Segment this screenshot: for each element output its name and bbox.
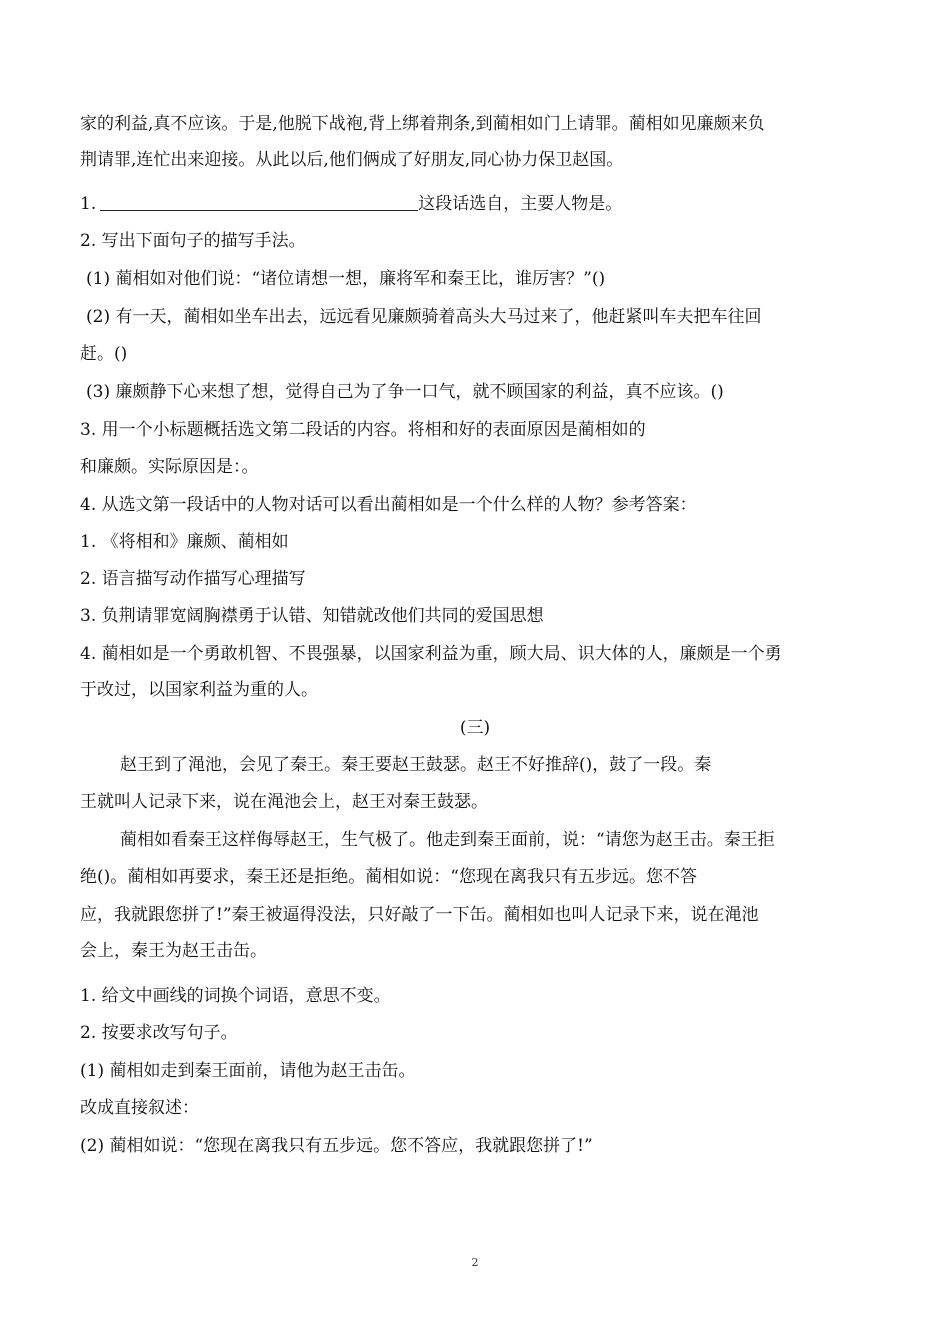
question-1	[80, 192, 622, 216]
question-text: 这段话选自，主要人物是。	[418, 194, 623, 214]
answer-1: 1. 《将相和》廉颇、蔺相如	[80, 532, 289, 552]
answer-4-cont: 于改过，以国家利益为重的人。	[80, 680, 318, 700]
section-title: (三)	[459, 718, 491, 738]
text-line: 家的利益,真不应该。于是,他脱下战袍,背上绑着荆条,到蔺相如门上请罪。蔺相如见廉颇来负	[80, 114, 765, 134]
question-2-2: (2) 有一天，蔺相如坐车出去，远远看见廉颇骑着高头大马过来了，他赶紧叫车夫把车往回	[86, 307, 762, 327]
question-4: 4. 从选文第一段话中的人物对话可以看出蔺相如是一个什么样的人物？参考答案：	[80, 495, 697, 515]
text-line: 绝()。蔺相如再要求，秦王还是拒绝。蔺相如说：“您现在离我只有五步远。您不答	[80, 867, 697, 887]
text-line: 会上，秦王为赵王击缶。	[80, 941, 267, 961]
question-1: 1. 给文中画线的词换个词语，意思不变。	[80, 986, 391, 1006]
text-line: 应，我就跟您拼了!”秦王被逼得没法，只好敲了一下缶。蔺相如也叫人记录下来，说在渑池	[80, 905, 759, 925]
text-line: 荆请罪,连忙出来迎接。从此以后,他们俩成了好朋友,同心协力保卫赵国。	[80, 150, 624, 170]
text-line: 赵王到了渑池，会见了秦王。秦王要赵王鼓瑟。赵王不好推辞()，鼓了一段。秦	[120, 755, 712, 775]
page-number: 2	[471, 1256, 479, 1269]
question-2-1-task: 改成直接叙述：	[80, 1098, 199, 1118]
text-line: 蔺相如看秦王这样侮辱赵王，生气极了。他走到秦王面前，说：“请您为赵王击。秦王拒	[120, 830, 775, 850]
question-2: 2. 写出下面句子的描写手法。	[80, 231, 306, 251]
question-2-1: (1) 蔺相如对他们说：“诸位请想一想，廉将军和秦王比，谁厉害？”()	[86, 269, 606, 289]
text-line: 王就叫人记录下来，说在渑池会上，赵王对秦王鼓瑟。	[80, 792, 488, 812]
question-2-2-cont: 赶。()	[80, 344, 128, 364]
question-3-cont: 和廉颇。实际原因是：。	[80, 457, 259, 477]
answer-4: 4. 蔺相如是一个勇敢机智、不畏强暴，以国家利益为重，顾大局、识大体的人，廉颇是一个勇	[80, 644, 782, 664]
answer-3: 3. 负荆请罪宽阔胸襟勇于认错、知错就改他们共同的爱国思想	[80, 606, 544, 626]
question-2-2: (2) 蔺相如说：“您现在离我只有五步远。您不答应，我就跟您拼了!”	[80, 1136, 593, 1156]
answer-blank	[100, 192, 418, 211]
answer-2: 2. 语言描写动作描写心理描写	[80, 569, 306, 589]
question-3: 3. 用一个小标题概括选文第二段话的内容。将相和好的表面原因是蔺相如的	[80, 420, 646, 440]
question-2: 2. 按要求改写句子。	[80, 1023, 238, 1043]
question-2-1: (1) 蔺相如走到秦王面前，请他为赵王击缶。	[80, 1061, 416, 1081]
question-number: 1.	[80, 194, 97, 214]
question-2-3: (3) 廉颇静下心来想了想，觉得自己为了争一口气，就不顾国家的利益，真不应该。()	[86, 382, 724, 402]
